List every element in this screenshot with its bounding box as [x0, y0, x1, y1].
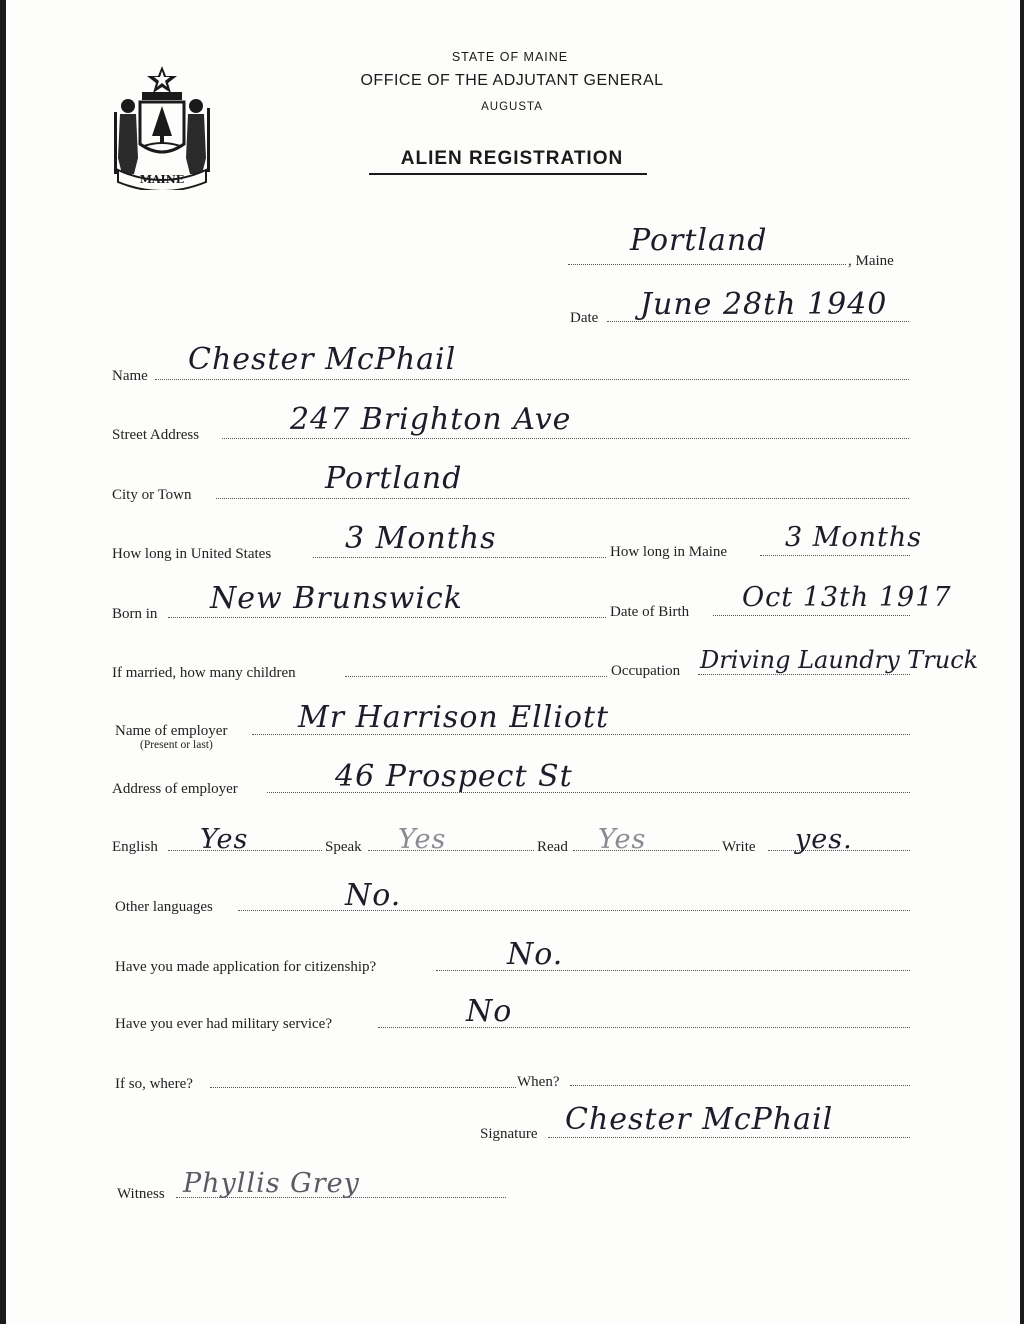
write-label: Write	[722, 839, 756, 855]
witness-value: Phyllis Grey	[183, 1168, 360, 1199]
witness-label: Witness	[117, 1186, 165, 1202]
employer-note: (Present or last)	[140, 739, 213, 751]
how-long-us-value: 3 Months	[345, 521, 497, 556]
signature-value: Chester McPhail	[565, 1102, 834, 1137]
military-label: Have you ever had military service?	[115, 1016, 332, 1032]
citizenship-label: Have you made application for citizenship?	[115, 959, 377, 975]
maine-suffix-label: , Maine	[848, 253, 894, 269]
date-label: Date	[570, 310, 599, 326]
born-in-label: Born in	[112, 606, 158, 622]
read-label: Read	[537, 839, 568, 855]
date-of-birth-value: Oct 13th 1917	[742, 582, 952, 613]
name-line	[155, 377, 909, 380]
seal-banner-text: MAINE	[139, 173, 185, 186]
employer-address-label: Address of employer	[112, 781, 238, 797]
when-line	[570, 1083, 910, 1086]
if-so-where-label: If so, where?	[115, 1076, 193, 1092]
header-state: STATE OF MAINE	[451, 50, 569, 64]
english-label: English	[112, 839, 158, 855]
signature-label: Signature	[480, 1126, 538, 1142]
how-long-us-label: How long in United States	[112, 546, 272, 562]
speak-label: Speak	[325, 839, 362, 855]
name-label: Name	[112, 368, 148, 384]
header-office: OFFICE OF THE ADJUTANT GENERAL	[360, 72, 664, 89]
how-long-maine-label: How long in Maine	[610, 544, 728, 560]
other-languages-value: No.	[345, 878, 402, 913]
occupation-value: Driving Laundry Truck	[700, 646, 979, 674]
occupation-label: Occupation	[611, 663, 681, 679]
city-line	[216, 496, 909, 499]
english-value: Yes	[200, 824, 249, 855]
scan-border-right	[1020, 0, 1024, 1324]
date-of-birth-label: Date of Birth	[610, 604, 690, 620]
married-line	[345, 674, 607, 677]
when-label: When?	[517, 1074, 560, 1090]
how-long-maine-value: 3 Months	[785, 522, 923, 553]
military-line	[378, 1025, 910, 1028]
date-value: June 28th 1940	[640, 287, 888, 322]
born-in-value: New Brunswick	[210, 581, 463, 616]
date-of-birth-line	[713, 613, 910, 616]
other-languages-label: Other languages	[115, 899, 213, 915]
city-value: Portland	[325, 461, 463, 496]
write-value: yes.	[795, 824, 853, 855]
speak-line	[368, 848, 534, 851]
employer-value: Mr Harrison Elliott	[298, 700, 610, 735]
name-value: Chester McPhail	[188, 342, 457, 377]
city-label: City or Town	[112, 487, 192, 503]
title-underline	[369, 173, 647, 175]
form-title: ALIEN REGISTRATION	[400, 148, 624, 169]
married-label: If married, how many children	[112, 665, 296, 681]
how-long-maine-line	[760, 553, 910, 556]
street-value: 247 Brighton Ave	[290, 402, 572, 437]
citizenship-value: No.	[507, 937, 564, 972]
place-value: Portland	[630, 223, 768, 258]
other-languages-line	[238, 908, 910, 911]
employer-label: Name of employer	[115, 723, 228, 739]
employer-address-value: 46 Prospect St	[335, 759, 573, 794]
read-value: Yes	[598, 824, 647, 855]
if-so-where-line	[210, 1085, 516, 1088]
military-value: No	[466, 994, 513, 1029]
header-city: AUGUSTA	[481, 101, 543, 113]
speak-value: Yes	[398, 824, 447, 855]
place-line	[568, 262, 846, 265]
scan-border-left	[0, 0, 6, 1324]
street-label: Street Address	[112, 427, 200, 443]
